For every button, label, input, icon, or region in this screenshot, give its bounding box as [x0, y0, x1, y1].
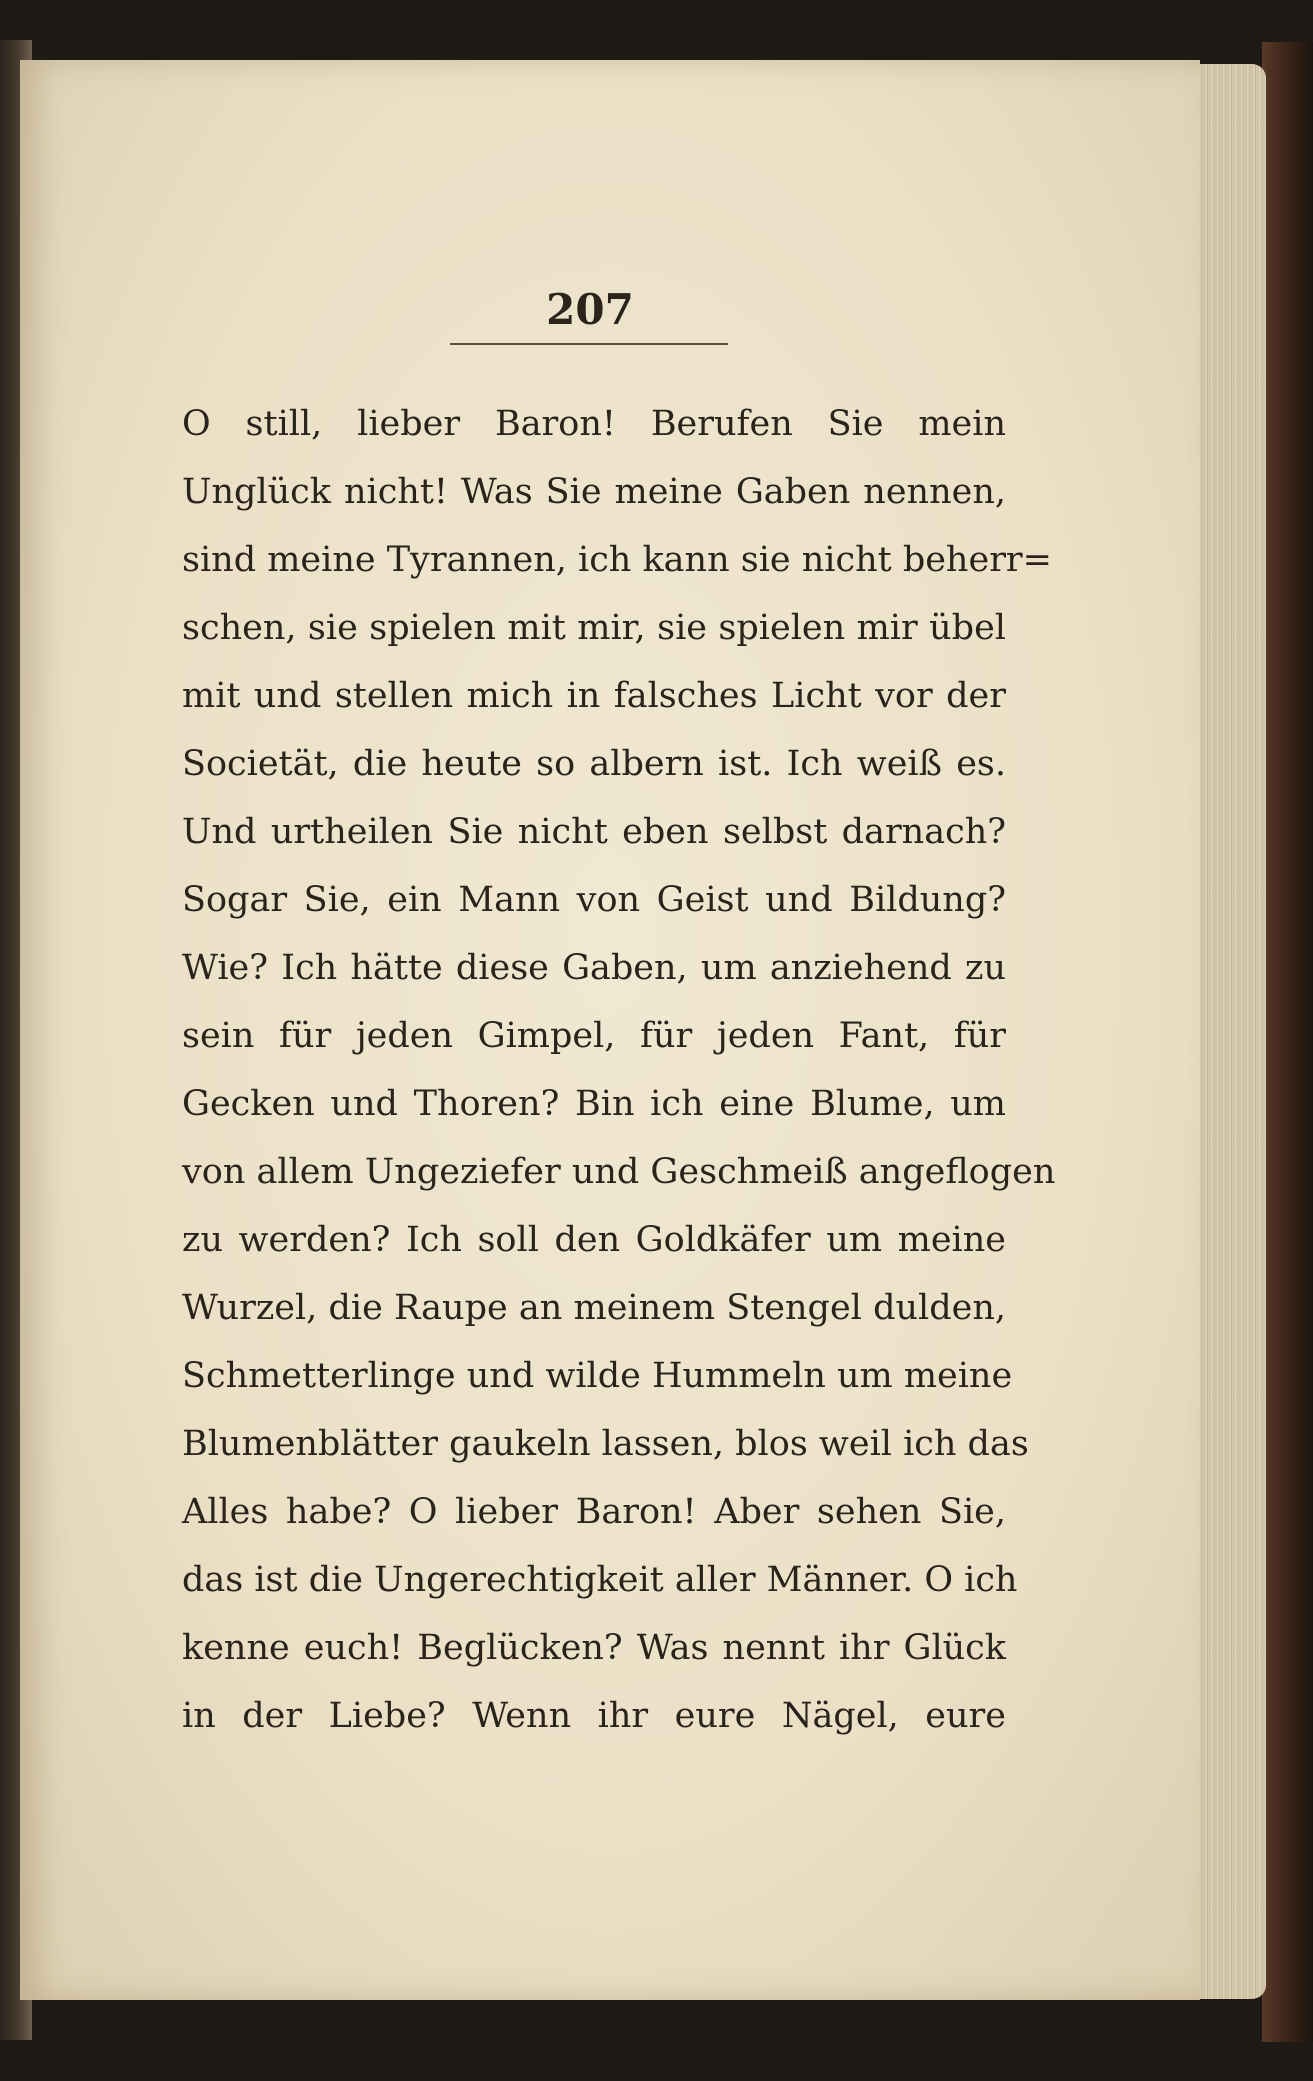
text-line: Wie? Ich hätte diese Gaben, um anziehend zu	[182, 948, 1006, 988]
text-line: Alles habe? O lieber Baron! Aber sehen Sie,	[182, 1492, 1006, 1532]
text-line: Blumenblätter gaukeln lassen, blos weil ich das	[182, 1424, 1029, 1464]
header-rule	[450, 343, 728, 345]
text-line: das ist die Ungerechtigkeit aller Männer. O ich	[182, 1560, 1018, 1600]
text-line: zu werden? Ich soll den Goldkäfer um meine	[182, 1220, 1006, 1260]
text-line: von allem Ungeziefer und Geschmeiß angeflogen	[182, 1152, 1056, 1192]
text-line: Sogar Sie, ein Mann von Geist und Bildung?	[182, 880, 1006, 920]
text-line: Societät, die heute so albern ist. Ich weiß es.	[182, 744, 1006, 784]
text-line: schen, sie spielen mit mir, sie spielen mir übel	[182, 608, 1006, 648]
text-line: Und urtheilen Sie nicht eben selbst darnach?	[182, 812, 1006, 852]
text-line: O still, lieber Baron! Berufen Sie mein	[182, 404, 1006, 444]
text-line: Wurzel, die Raupe an meinem Stengel dulden,	[182, 1288, 1006, 1328]
text-line: kenne euch! Beglücken? Was nennt ihr Glück	[182, 1628, 1006, 1668]
page-edges	[1190, 64, 1266, 1999]
text-line: Gecken und Thoren? Bin ich eine Blume, um	[182, 1084, 1006, 1124]
text-line: Schmetterlinge und wilde Hummeln um meine	[182, 1356, 1013, 1396]
page-number: 207	[546, 285, 634, 334]
book-cover-right	[1262, 42, 1313, 2042]
text-line: Unglück nicht! Was Sie meine Gaben nennen,	[182, 472, 1006, 512]
text-line: sein für jeden Gimpel, für jeden Fant, für	[182, 1016, 1006, 1056]
text-line: in der Liebe? Wenn ihr eure Nägel, eure	[182, 1696, 1006, 1736]
text-line: sind meine Tyrannen, ich kann sie nicht beherr=	[182, 540, 1052, 580]
body-text	[182, 390, 1056, 1750]
book-page	[20, 60, 1200, 2000]
text-line: mit und stellen mich in falsches Licht vor der	[182, 676, 1006, 716]
